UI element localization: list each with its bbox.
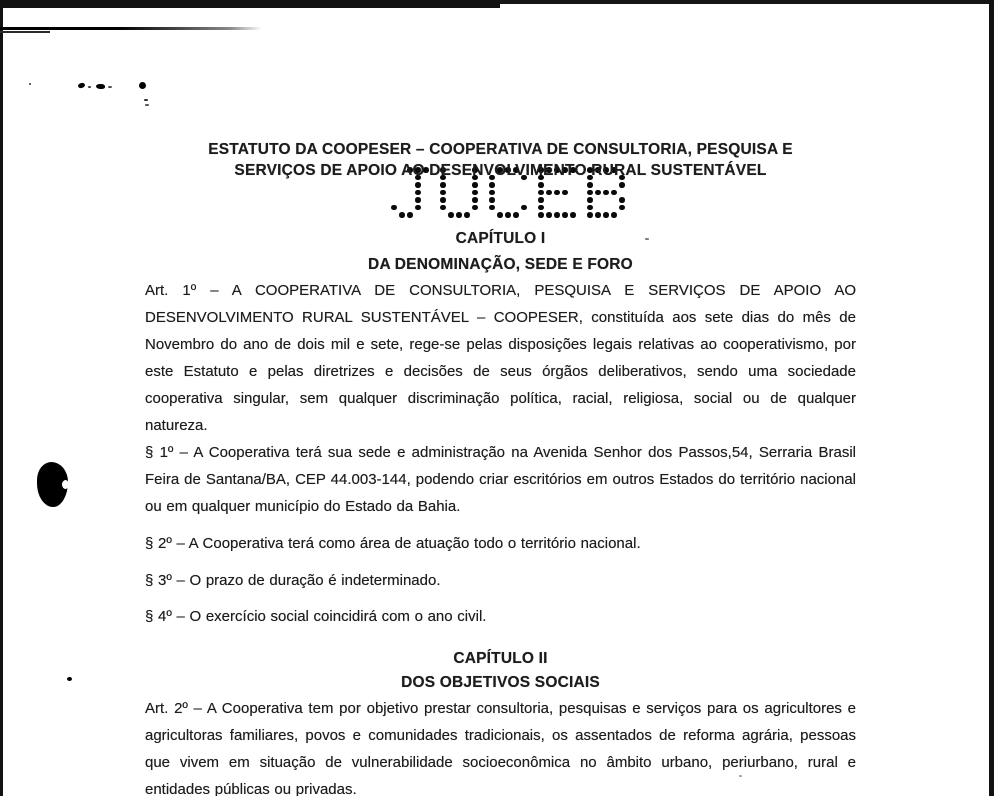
chapter-2-heading: CAPÍTULO II [453, 650, 548, 667]
document-title-line2: SERVIÇOS DE APOIO AO DESENVOLVIMENTO RURAL SUSTENTÁVEL [234, 162, 767, 179]
chapter-1-subheading: DA DENOMINAÇÃO, SEDE E FORO [368, 256, 633, 273]
ink-speck [96, 84, 105, 89]
scan-streak-line-short [0, 31, 50, 33]
paragraph-section-1: § 1º – A Cooperativa terá sua sede e administração na Avenida Senhor dos Passos,54, Serraria Brasil Feira de Santana/BA, CEP 44.003-144, podendo criar escritórios em outros Estados do território nacional ou em qualquer município do Estado da Bahia. [145, 444, 856, 515]
chapter-2-subheading: DOS OBJETIVOS SOCIAIS [401, 674, 600, 691]
ink-speck [108, 86, 112, 88]
document-title [145, 0, 856, 181]
paragraph-art-1: Art. 1º – A COOPERATIVA DE CONSULTORIA, PESQUISA E SERVIÇOS DE APOIO AO DESENVOLVIMENTO RURAL SUSTENTÁVEL – COOPESER, constituída aos sete dias do mês de Novembro do ano de dois mil e sete, rege-se pelas disposições legais relativas ao cooperativismo, por este Estatuto e pelas diretrizes e decisões de seus órgãos deliberativos, sendo uma sociedade cooperativa singular, sem qualquer discriminação política, racial, religiosa, social ou de qualquer natureza. [145, 282, 856, 434]
chapter-2 [145, 651, 856, 796]
chapter-1-heading: CAPÍTULO I [455, 230, 546, 247]
paragraph-art-2: Art. 2º – A Cooperativa tem por objetivo prestar consultoria, pesquisas e serviços para os agricultores e agricultoras familiares, povos e comunidades tradicionais, os assentados de reforma agrária, pessoas que vivem em situação de vulnerabilidade socioeconômica no âmbito urbano, periurbano, rural e entidades públicas ou privadas. [145, 700, 856, 796]
chapter-1 [145, 231, 856, 630]
document-title-line1: ESTATUTO DA COOPESER – COOPERATIVA DE CONSULTORIA, PESQUISA E [208, 141, 793, 158]
ink-speck [77, 82, 85, 89]
document-body [145, 0, 856, 796]
ink-speck [67, 677, 72, 681]
paragraph-section-4: § 4º – O exercício social coincidirá com o ano civil. [145, 608, 487, 625]
scan-border-right [989, 0, 994, 796]
paragraph-section-3: § 3º – O prazo de duração é indeterminado. [145, 572, 441, 589]
ink-speck [88, 86, 91, 88]
ink-blob-notch [62, 480, 69, 489]
scan-border-left [0, 0, 3, 796]
ink-speck [29, 83, 31, 85]
paragraph-section-2: § 2º – A Cooperativa terá como área de atuação todo o território nacional. [145, 535, 641, 552]
